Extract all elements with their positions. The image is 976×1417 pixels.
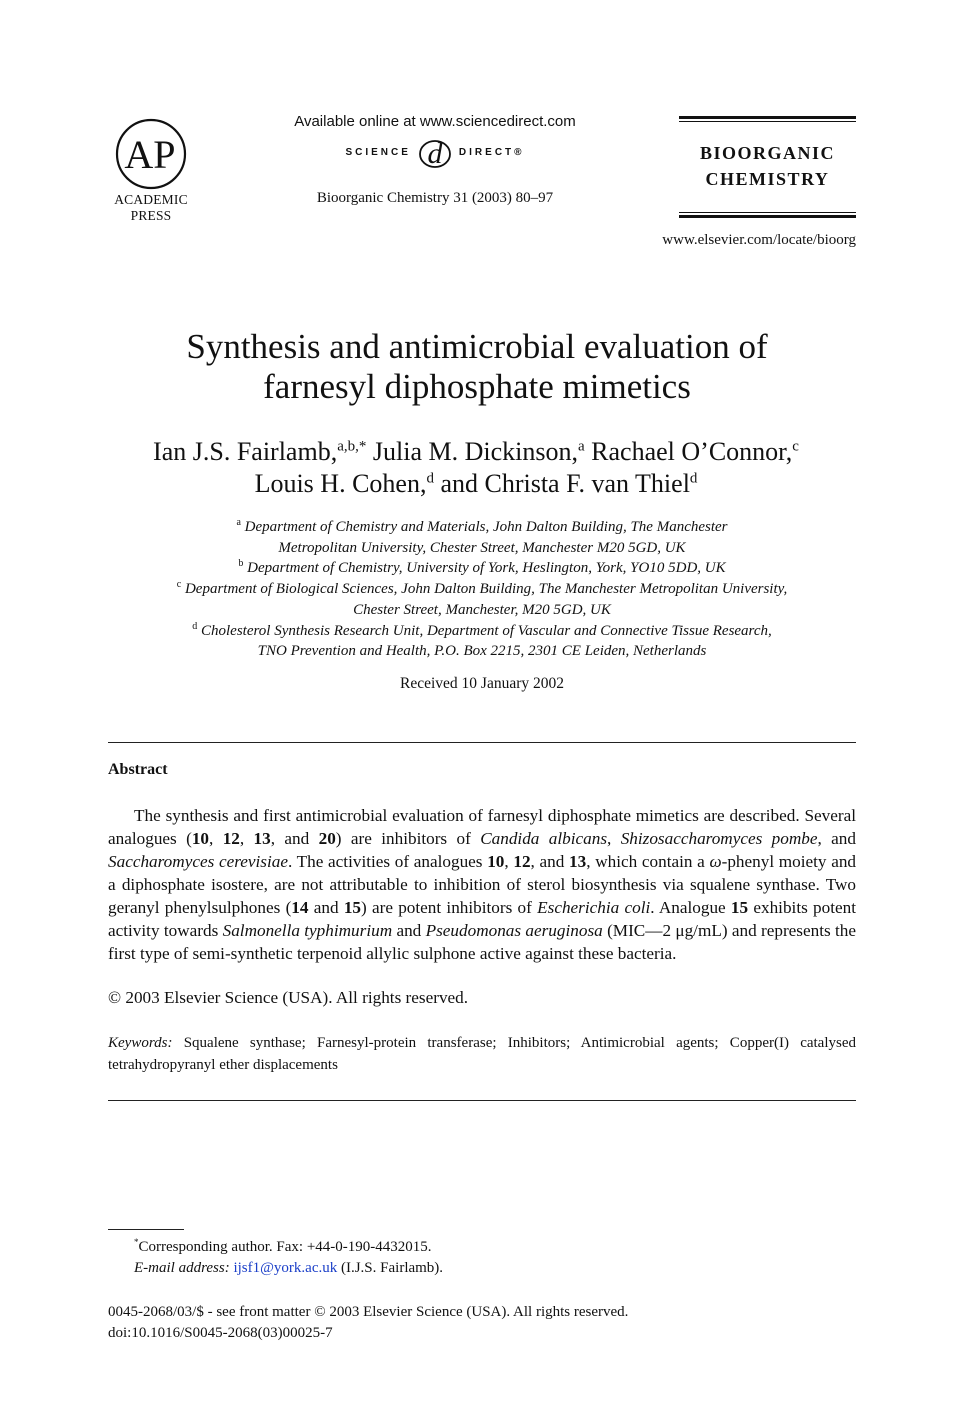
author-name: Julia M. Dickinson, (372, 437, 578, 466)
article-title-line2: farnesyl diphosphate mimetics (263, 367, 691, 406)
affiliation-c (108, 579, 856, 600)
publisher-name-line1: ACADEMIC (114, 192, 188, 207)
italic-term: ω (709, 852, 722, 871)
publisher-name-line2: PRESS (130, 208, 172, 223)
affiliation-c-line2: Chester Street, Manchester, M20 5GD, UK (353, 601, 611, 618)
abstract-paragraph (108, 804, 856, 965)
email-suffix: (I.J.S. Fairlamb). (340, 1260, 444, 1276)
journal-title-line1: BIOORGANIC (699, 143, 835, 163)
affiliation-text: Department of Chemistry, University of York, Heslington, York, YO10 5DD, UK (247, 560, 726, 577)
abstract-copyright: © 2003 Elsevier Science (USA). All rights reserved. (108, 988, 469, 1007)
affiliation-text: Department of Biological Sciences, John Dalton Building, The Manchester Metropolitan University, (184, 581, 788, 598)
affiliation-mark: c (176, 579, 182, 591)
abstract-text: . Analogue (650, 898, 731, 917)
sciencedirect-d-letter: d (427, 137, 443, 170)
ap-monogram: AP (124, 132, 176, 177)
keywords (108, 1032, 856, 1076)
abstract-text: ) are inhibitors of (335, 829, 481, 848)
affiliation-d-line2: TNO Prevention and Health, P.O. Box 2215, 2301 CE Leiden, Netherlands (257, 643, 707, 660)
compound-number: 13 (253, 829, 271, 848)
sciencedirect-d-icon (417, 132, 453, 172)
author-name: and Christa F. van Thiel (440, 469, 690, 498)
abstract-text: and (392, 921, 426, 940)
front-matter-info (108, 1302, 628, 1344)
footnote-mark: * (134, 1237, 139, 1247)
article-title-line1: Synthesis and antimicrobial evaluation of (186, 327, 768, 366)
email-label: E-mail address: (134, 1260, 230, 1276)
italic-term: Saccharomyces cerevisiae (108, 852, 288, 871)
author-name: Ian J.S. Fairlamb, (153, 437, 338, 466)
footnote-corresponding (134, 1237, 432, 1257)
affiliation-mark: b (238, 558, 244, 570)
compound-number: 12 (222, 829, 240, 848)
affiliation-a-line2: Metropolitan University, Chester Street, Manchester M20 5GD, UK (278, 539, 686, 556)
email-link[interactable]: ijsf1@york.ac.uk (233, 1260, 338, 1276)
abstract-text: , (607, 829, 621, 848)
author-line-1 (80, 436, 872, 468)
sciencedirect-logo (280, 132, 590, 172)
author-affiliation-mark: d (426, 470, 434, 487)
journal-title-line2: CHEMISTRY (705, 169, 830, 189)
italic-term: Escherichia coli (537, 898, 651, 917)
affiliation-b (108, 558, 856, 579)
affiliation-mark: d (192, 620, 198, 632)
abstract-text: -phenyl moiety and a diphosphate isostere, are not attributable to inhibition of sterol biosynthesis via squalene synthase. Two geranyl phenylsulphones ( (108, 852, 857, 917)
available-online-text: Available online at www.sciencedirect.com (294, 113, 576, 130)
compound-number: 15 (343, 898, 361, 917)
abstract-text: (MIC—2 μg/mL) and represents the first type of semi-synthetic terpenoid allylic sulphone active against these bacteria. (108, 921, 856, 963)
abstract-text: , (504, 852, 514, 871)
author-name: Rachael O’Connor, (591, 437, 793, 466)
affiliation-d (108, 621, 856, 642)
abstract-heading: Abstract (108, 761, 168, 778)
compound-number: 20 (318, 829, 336, 848)
italic-term: Shizosaccharomyces pombe (620, 829, 818, 848)
affiliation-text: Cholesterol Synthesis Research Unit, Department of Vascular and Connective Tissue Research, (201, 622, 772, 639)
abstract-rule-top (108, 742, 856, 743)
direct-word: DIRECT® (458, 146, 525, 158)
journal-title (679, 122, 856, 212)
article-title (108, 327, 846, 407)
abstract-rule-bottom (108, 1100, 856, 1101)
journal-rule-top (679, 116, 856, 119)
affiliation-text: Department of Chemistry and Materials, John Dalton Building, The Manchester (244, 519, 728, 535)
keywords-text: Squalene synthase; Farnesyl-protein transferase; Inhibitors; Antimicrobial agents; Copper(I) catalysed tetrahydropyranyl ether displacements (108, 1035, 857, 1073)
journal-rule-bottom (679, 215, 856, 218)
italic-term: Candida albicans (480, 829, 608, 848)
doi-line[interactable]: doi:10.1016/S0045-2068(03)00025-7 (108, 1325, 333, 1341)
italic-term: Pseudomonas aeruginosa (425, 921, 603, 940)
affiliation-mark: a (236, 517, 241, 528)
author-list (80, 436, 872, 500)
abstract-text: , (209, 829, 223, 848)
abstract-body (108, 804, 856, 965)
author-affiliation-mark: a,b,* (337, 438, 367, 455)
journal-citation: Bioorganic Chemistry 31 (2003) 80–97 (316, 190, 554, 206)
author-affiliation-mark: c (792, 438, 799, 455)
affiliation-a (108, 517, 856, 538)
abstract-text: . The activities of analogues (287, 852, 488, 871)
abstract-text: , (239, 829, 254, 848)
author-affiliation-mark: d (689, 470, 698, 487)
sciencedirect-block (280, 113, 590, 207)
author-line-2 (80, 468, 872, 500)
abstract-text: , and (817, 829, 856, 848)
compound-number: 10 (487, 852, 505, 871)
corresponding-text: Corresponding author. Fax: +44-0-190-4432015. (138, 1239, 432, 1255)
compound-number: 10 (191, 829, 210, 848)
abstract-text: , which contain a (586, 852, 710, 871)
abstract-text: ) are potent inhibitors of (361, 898, 538, 917)
abstract-text: , and (270, 829, 319, 848)
journal-title-block (679, 116, 856, 218)
abstract-text: The synthesis and first antimicrobial evaluation of farnesyl diphosphate mimetics are described. Several analogues ( (108, 806, 856, 848)
journal-url[interactable]: www.elsevier.com/locate/bioorg (662, 232, 856, 248)
received-date: Received 10 January 2002 (400, 675, 564, 692)
journal-rule-bottom-thin (679, 212, 856, 213)
abstract-text: exhibits potent activity towards (108, 898, 856, 940)
author-affiliation-mark: a (577, 438, 585, 455)
italic-term: Salmonella typhimurium (222, 921, 393, 940)
compound-number: 13 (569, 852, 587, 871)
footnote-rule (108, 1229, 184, 1230)
compound-number: 12 (513, 852, 531, 871)
academic-press-logo (108, 116, 194, 228)
author-name: Louis H. Cohen, (254, 469, 427, 498)
affiliations (108, 517, 856, 662)
abstract-text: and (308, 898, 344, 917)
science-word: SCIENCE (345, 146, 411, 158)
footnote-email (134, 1258, 443, 1278)
keywords-label: Keywords: (108, 1035, 173, 1051)
abstract-text: , and (530, 852, 570, 871)
issn-line: 0045-2068/03/$ - see front matter © 2003 Elsevier Science (USA). All rights reserved. (108, 1304, 629, 1320)
academic-press-emblem-icon (113, 116, 189, 192)
compound-number: 15 (730, 898, 749, 917)
compound-number: 14 (291, 898, 309, 917)
